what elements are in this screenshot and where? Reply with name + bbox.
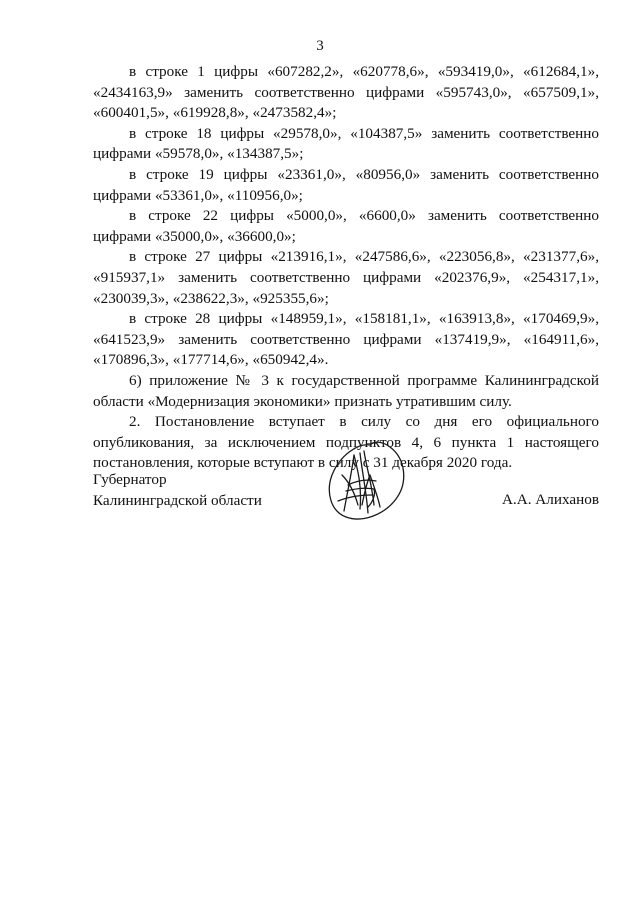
amendment-row-22: в строке 22 цифры «5000,0», «6600,0» заменить соответственно цифрами «35000,0», «36600,0»; bbox=[93, 207, 599, 245]
amendment-row-27: в строке 27 цифры «213916,1», «247586,6», «223056,8», «231377,6», «915937,1» заменить соответственно цифрами «202376,9», «254317,1», «230039,3», «238622,3», «925355,6»; bbox=[93, 248, 599, 307]
amendment-row-18: в строке 18 цифры «29578,0», «104387,5» заменить соответственно цифрами «59578,0», «134387,5»; bbox=[93, 124, 599, 163]
page-number: 3 bbox=[316, 38, 324, 54]
amendment-row-28: в строке 28 цифры «148959,1», «158181,1», «163913,8», «170469,9», «641523,9» заменить соответственно цифрами «137419,9», «164911,6», «170896,3», «177714,6», «650942,4». bbox=[93, 310, 599, 369]
amendment-row-19: в строке 19 цифры «23361,0», «80956,0» заменить соответственно цифрами «53361,0», «110956,0»; bbox=[93, 165, 599, 204]
document-body bbox=[93, 62, 599, 474]
handwritten-signature-icon bbox=[318, 435, 413, 525]
signer-name: А.А. Алиханов bbox=[501, 491, 599, 508]
effective-date-clause: 2. Постановление вступает в силу со дня его официального опубликования, за исключением подпунктов 4, 6 пункта 1 настоящего постановления, которые вступают в силу с 31 декабря 2020 года. bbox=[93, 413, 599, 472]
signer-position bbox=[93, 470, 262, 511]
signer-position-line-1: Губернатор bbox=[93, 471, 167, 488]
amendment-row-1: в строке 1 цифры «607282,2», «620778,6», «593419,0», «612684,1», «2434163,9» заменить соответственно цифрами «595743,0», «657509,1», «600401,5», «619928,8», «2473582,4»; bbox=[93, 63, 599, 122]
appendix-repeal-clause: 6) приложение № 3 к государственной программе Калининградской области «Модернизация экономики» признать утратившим силу. bbox=[93, 371, 599, 410]
signer-position-line-2: Калининградской области bbox=[93, 491, 262, 509]
